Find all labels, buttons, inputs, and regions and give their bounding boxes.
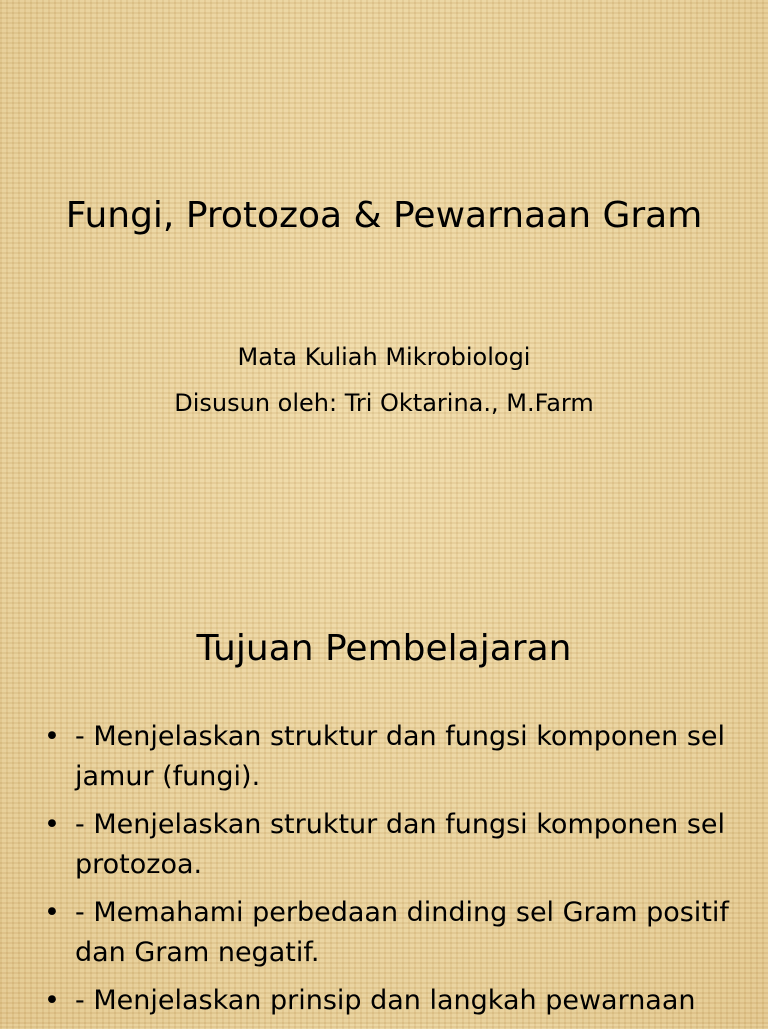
bullet-icon: • — [44, 897, 60, 928]
objectives-list — [40, 717, 730, 1029]
author-line: Disusun oleh: Tri Oktarina., M.Farm — [174, 389, 594, 417]
objectives-heading: Tujuan Pembelajaran — [196, 628, 572, 669]
list-item — [40, 717, 730, 797]
presentation-title: Fungi, Protozoa & Pewarnaan Gram — [65, 195, 703, 236]
list-item — [40, 805, 730, 885]
list-item — [40, 981, 730, 1021]
course-name: Mata Kuliah Mikrobiologi — [237, 343, 531, 371]
list-item-text: - Memahami perbedaan dinding sel Gram positif dan Gram negatif. — [75, 897, 729, 968]
subtitle-block — [60, 334, 708, 426]
list-item-text: - Menjelaskan prinsip dan langkah pewarnaan — [75, 985, 696, 1016]
slide-title — [0, 0, 768, 512]
slide-objectives — [0, 512, 768, 1024]
list-item-text: - Menjelaskan struktur dan fungsi komponen sel protozoa. — [75, 809, 726, 880]
bullet-icon: • — [44, 721, 60, 752]
list-item — [40, 893, 730, 973]
list-item-text: - Menjelaskan struktur dan fungsi komponen sel jamur (fungi). — [75, 721, 726, 792]
bullet-icon: • — [44, 985, 60, 1016]
bullet-icon: • — [44, 809, 60, 840]
